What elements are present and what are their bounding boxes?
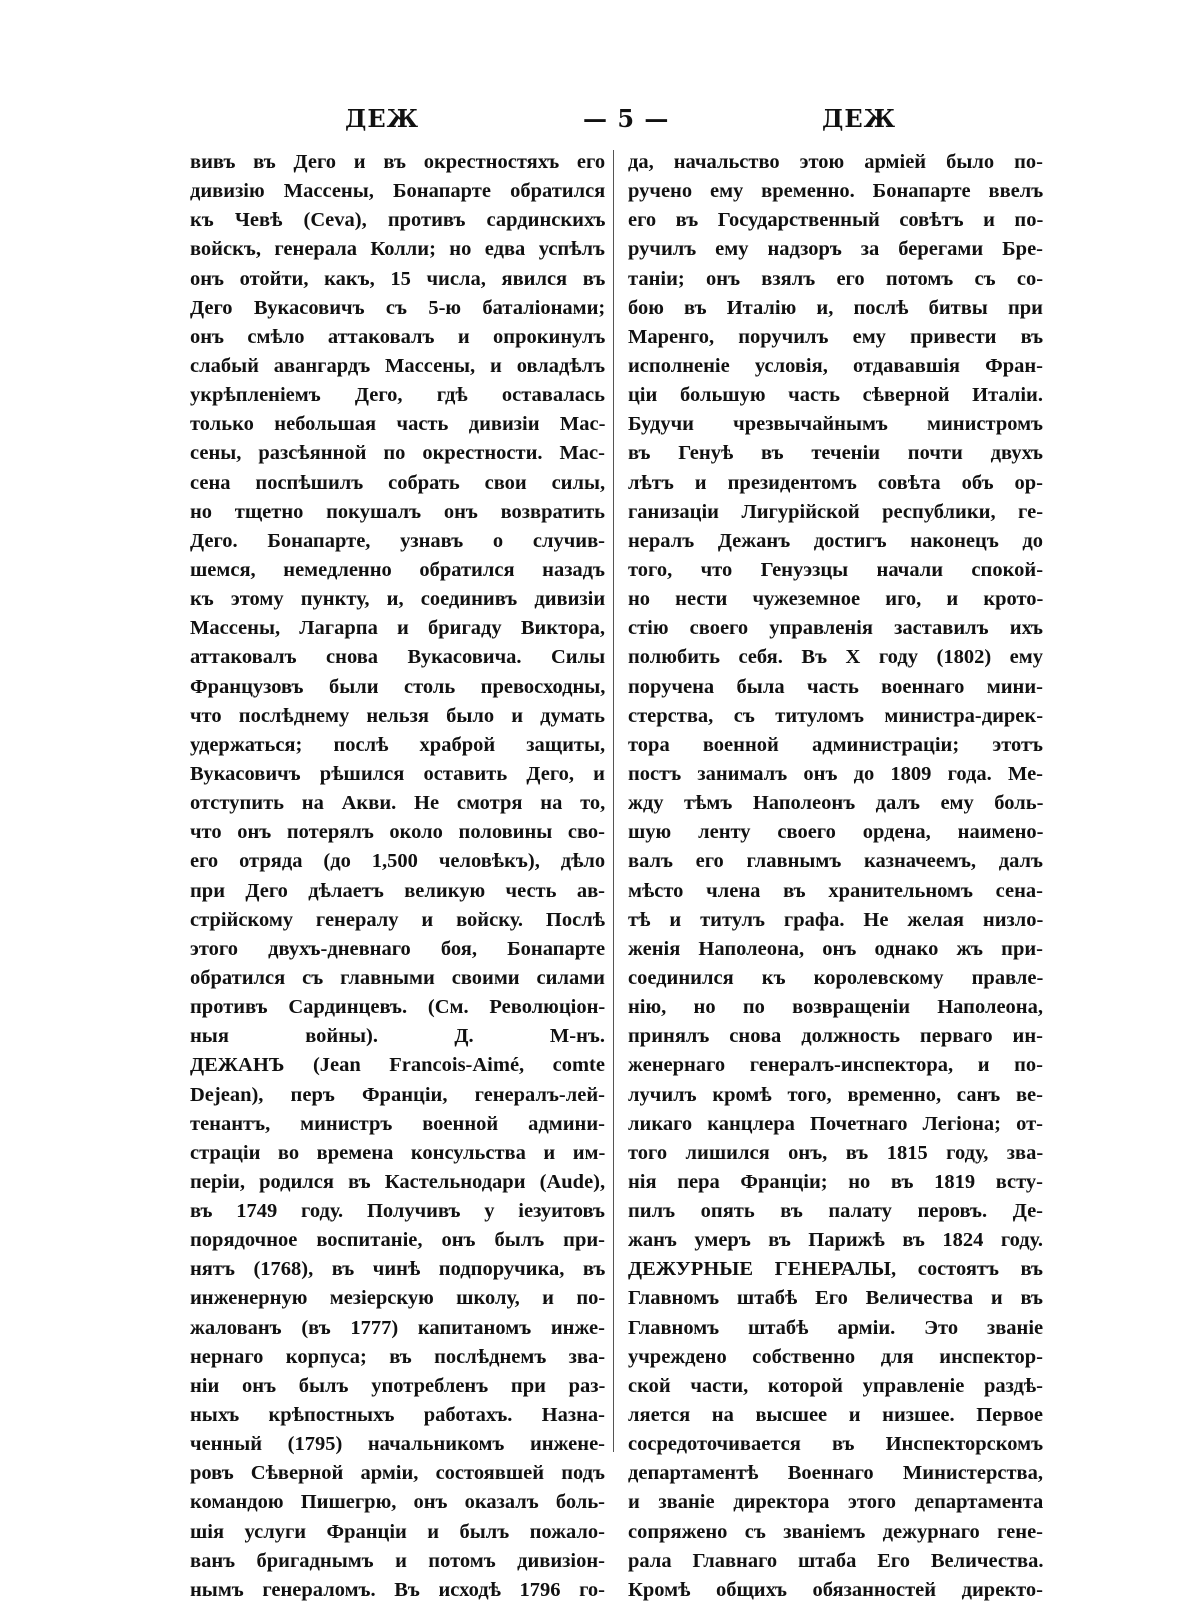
left-column bbox=[190, 148, 605, 1605]
text-line: ціи большую часть сѣверной Италіи. bbox=[628, 384, 1043, 407]
text-line: департаментѣ Военнаго Министерства, bbox=[628, 1462, 1043, 1485]
text-line: этого двухъ-дневнаго боя, Бонапарте bbox=[190, 937, 605, 960]
text-line: бою въ Италію и, послѣ битвы при bbox=[628, 296, 1043, 319]
text-line: аттаковалъ снова Вукасовича. Силы bbox=[190, 646, 605, 669]
text-line: лучилъ кромѣ того, временно, санъ ве- bbox=[628, 1083, 1043, 1106]
text-line: стрійскому генералу и войску. Послѣ bbox=[190, 908, 605, 931]
text-line: соединился къ королевскому правле- bbox=[628, 966, 1043, 989]
text-line: что послѣднему нельзя было и думать bbox=[190, 704, 605, 727]
text-line: женернаго генералъ-инспектора, и по- bbox=[628, 1054, 1043, 1077]
text-line: онъ смѣло аттаковалъ и опрокинулъ bbox=[190, 325, 605, 348]
text-line: ванъ бригаднымъ и потомъ дивизіон- bbox=[190, 1549, 605, 1572]
column-divider bbox=[613, 150, 614, 1452]
page-number: — 5 — bbox=[583, 104, 670, 133]
text-line: нернаго корпуса; въ послѣднемъ зва- bbox=[190, 1345, 605, 1368]
text-line: ручилъ ему надзоръ за берегами Бре- bbox=[628, 238, 1043, 261]
text-line: жду тѣмъ Наполеонъ далъ ему боль- bbox=[628, 792, 1043, 815]
text-line: жалованъ (въ 1777) капитаномъ инже- bbox=[190, 1316, 605, 1339]
text-line: періи, родился въ Кастельнодари (Aude), bbox=[190, 1170, 605, 1193]
text-line: тѣ и титулъ графа. Не желая низло- bbox=[628, 908, 1043, 931]
text-line: мѣсто члена въ хранительномъ сена- bbox=[628, 879, 1043, 902]
text-line: стію своего управленія заставилъ ихъ bbox=[628, 617, 1043, 640]
text-line: нералъ Дежанъ достигъ наконецъ до bbox=[628, 529, 1043, 552]
text-line: войскъ, генерала Колли; но едва успѣлъ bbox=[190, 238, 605, 261]
text-line: женія Наполеона, онъ однако жъ при- bbox=[628, 937, 1043, 960]
text-line: ДЕЖУРНЫЕ ГЕНЕРАЛЫ, состоятъ въ bbox=[628, 1258, 1043, 1281]
text-line: лѣтъ и президентомъ совѣта объ ор- bbox=[628, 471, 1043, 494]
text-line: дивизію Массены, Бонапарте обратился bbox=[190, 180, 605, 203]
running-head-left: ДЕЖ bbox=[345, 104, 420, 133]
text-line: тора военной администраціи; этотъ bbox=[628, 733, 1043, 756]
text-line: порядочное воспитаніе, онъ былъ при- bbox=[190, 1229, 605, 1252]
text-line: шую ленту своего ордена, наимено- bbox=[628, 821, 1043, 844]
text-line: къ этому пункту, и, соединивъ дивизіи bbox=[190, 588, 605, 611]
text-line: поручена была часть военнаго мини- bbox=[628, 675, 1043, 698]
text-line: Dejean), перъ Франціи, генералъ-лей- bbox=[190, 1083, 605, 1106]
text-line: что онъ потерялъ около половины сво- bbox=[190, 821, 605, 844]
text-line: и званіе директора этого департамента bbox=[628, 1491, 1043, 1514]
text-line: ченный (1795) начальникомъ инжене- bbox=[190, 1433, 605, 1456]
text-line: ганизаціи Лигурійской республики, ге- bbox=[628, 500, 1043, 523]
text-line: шемся, немедленно обратился назадъ bbox=[190, 558, 605, 581]
text-line: при Дего дѣлаетъ великую честь ав- bbox=[190, 879, 605, 902]
text-line: Дего. Бонапарте, узнавъ о случив- bbox=[190, 529, 605, 552]
text-line: постъ занималъ онъ до 1809 года. Ме- bbox=[628, 762, 1043, 785]
text-line: сена поспѣшилъ собрать свои силы, bbox=[190, 471, 605, 494]
text-line: вивъ въ Дего и въ окрестностяхъ его bbox=[190, 151, 605, 173]
text-line: только небольшая часть дивизіи Мас- bbox=[190, 413, 605, 436]
text-line: Вукасовичъ рѣшился оставить Дего, и bbox=[190, 762, 605, 785]
text-line: Французовъ были столь превосходны, bbox=[190, 675, 605, 698]
text-line: полюбить себя. Въ X году (1802) ему bbox=[628, 646, 1043, 669]
text-line: инженерную мезіерскую школу, и по- bbox=[190, 1287, 605, 1310]
text-line: ДЕЖАНЪ (Jean Francois-Aimé, comte bbox=[190, 1054, 605, 1077]
text-line: стерства, съ титуломъ министра-дирек- bbox=[628, 704, 1043, 727]
text-line: шія услуги Франціи и былъ пожало- bbox=[190, 1520, 605, 1543]
text-line: Дего Вукасовичъ съ 5-ю баталіонами; bbox=[190, 296, 605, 319]
text-line: онъ отойти, какъ, 15 числа, явился въ bbox=[190, 267, 605, 290]
text-line: ровъ Сѣверной арміи, состоявшей подъ bbox=[190, 1462, 605, 1485]
text-line: обратился съ главными своими силами bbox=[190, 966, 605, 989]
text-line: рала Главнаго штаба Его Величества. bbox=[628, 1549, 1043, 1572]
text-line: Главномъ штабѣ Его Величества и въ bbox=[628, 1287, 1043, 1310]
text-line: укрѣпленіемъ Дего, гдѣ оставалась bbox=[190, 384, 605, 407]
text-line: сосредоточивается въ Инспекторскомъ bbox=[628, 1433, 1043, 1456]
text-line: сены, разсѣянной по окрестности. Мас- bbox=[190, 442, 605, 465]
text-line: противъ Сардинцевъ. (См. Революціон- bbox=[190, 996, 605, 1019]
text-line: Главномъ штабѣ арміи. Это званіе bbox=[628, 1316, 1043, 1339]
text-line: тенантъ, министръ военной админи- bbox=[190, 1112, 605, 1135]
text-line: валъ его главнымъ казначеемъ, далъ bbox=[628, 850, 1043, 873]
text-line: нятъ (1768), въ чинѣ подпоручика, въ bbox=[190, 1258, 605, 1281]
text-line: ской части, которой управленіе раздѣ- bbox=[628, 1374, 1043, 1397]
text-line: командою Пишегрю, онъ оказалъ боль- bbox=[190, 1491, 605, 1514]
text-line: въ Генуѣ въ теченіи почти двухъ bbox=[628, 442, 1043, 465]
text-line: да, начальство этою арміей было по- bbox=[628, 151, 1043, 173]
text-line: отступить на Акви. Не смотря на то, bbox=[190, 792, 605, 815]
text-line: сопряжено съ званіемъ дежурнаго гене- bbox=[628, 1520, 1043, 1543]
text-line: учреждено собственно для инспектор- bbox=[628, 1345, 1043, 1368]
text-line: жанъ умеръ въ Парижѣ въ 1824 году. bbox=[628, 1229, 1043, 1252]
text-line: Будучи чрезвычайнымъ министромъ bbox=[628, 413, 1043, 436]
text-line: таніи; онъ взялъ его потомъ съ со- bbox=[628, 267, 1043, 290]
text-line: нію, но по возвращеніи Наполеона, bbox=[628, 996, 1043, 1019]
text-line: страціи во времена консульства и им- bbox=[190, 1141, 605, 1164]
text-line: пилъ опять въ палату перовъ. Де- bbox=[628, 1200, 1043, 1223]
text-line: ручено ему временно. Бонапарте ввелъ bbox=[628, 180, 1043, 203]
text-line: къ Чевѣ (Ceva), противъ сардинскихъ bbox=[190, 209, 605, 232]
text-line: Маренго, поручилъ ему привести въ bbox=[628, 325, 1043, 348]
text-line: удержаться; послѣ храброй защиты, bbox=[190, 733, 605, 756]
text-line: ляется на высшее и низшее. Первое bbox=[628, 1404, 1043, 1427]
text-line: его въ Государственный совѣтъ и по- bbox=[628, 209, 1043, 232]
right-column bbox=[628, 148, 1043, 1605]
text-line: того лишился онъ, въ 1815 году, зва- bbox=[628, 1141, 1043, 1164]
text-line: но нести чужеземное иго, и крото- bbox=[628, 588, 1043, 611]
text-line: ніи онъ былъ употребленъ при раз- bbox=[190, 1374, 605, 1397]
text-line: нія пера Франціи; но въ 1819 всту- bbox=[628, 1170, 1043, 1193]
text-line: слабый авангардъ Массены, и овладѣлъ bbox=[190, 354, 605, 377]
text-line: ликаго канцлера Почетнаго Легіона; от- bbox=[628, 1112, 1043, 1135]
text-line: его отряда (до 1,500 человѣкъ), дѣло bbox=[190, 850, 605, 873]
text-line: Массены, Лагарпа и бригаду Виктора, bbox=[190, 617, 605, 640]
text-line: нымъ генераломъ. Въ исходѣ 1796 го- bbox=[190, 1578, 605, 1601]
text-line: Кромѣ общихъ обязанностей директо- bbox=[628, 1578, 1043, 1601]
text-line: того, что Генуэзцы начали спокой- bbox=[628, 558, 1043, 581]
text-line: но тщетно покушалъ онъ возвратить bbox=[190, 500, 605, 523]
text-line: принялъ снова должность перваго ин- bbox=[628, 1025, 1043, 1048]
text-line: исполненіе условія, отдававшія Фран- bbox=[628, 354, 1043, 377]
text-line: ныхъ крѣпостныхъ работахъ. Назна- bbox=[190, 1404, 605, 1427]
text-line: въ 1749 году. Получивъ у іезуитовъ bbox=[190, 1200, 605, 1223]
text-line: ныя войны). Д. М-нъ. bbox=[190, 1025, 605, 1048]
running-head-right: ДЕЖ bbox=[822, 104, 897, 133]
